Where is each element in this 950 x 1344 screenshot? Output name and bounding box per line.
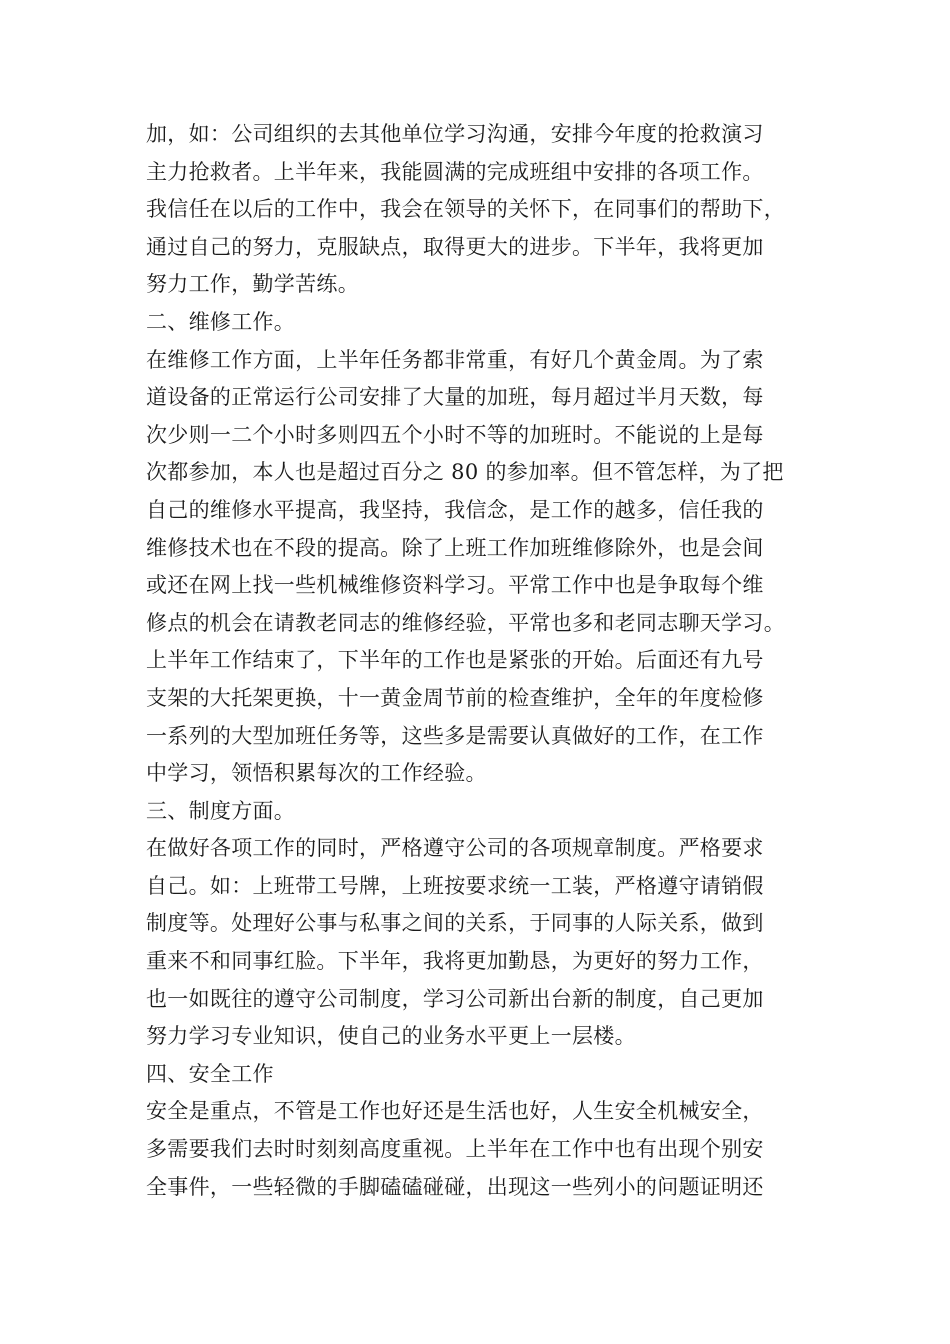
text-line: 自己。如：上班带工号牌，上班按要求统一工装，严格遵守请销假 <box>146 873 764 898</box>
text-line: 我信任在以后的工作中，我会在领导的关怀下，在同事们的帮助下， <box>146 197 785 222</box>
text-line: 主力抢救者。上半年来，我能圆满的完成班组中安排的各项工作。 <box>146 159 764 184</box>
text-line: 努力学习专业知识，使自己的业务水平更上一层楼。 <box>146 1024 636 1049</box>
text-line: 维修技术也在不段的提高。除了上班工作加班维修除外，也是会间 <box>146 535 764 560</box>
section-heading: 三、制度方面。 <box>146 798 296 823</box>
text-line: 自己的维修水平提高，我坚持，我信念，是工作的越多，信任我的 <box>146 497 764 522</box>
text-line: 中学习，领悟积累每次的工作经验。 <box>146 761 487 786</box>
text-line: 在维修工作方面，上半年任务都非常重，有好几个黄金周。为了索 <box>146 347 764 372</box>
text-line: 一系列的大型加班任务等，这些多是需要认真做好的工作，在工作 <box>146 723 764 748</box>
text-line: 通过自己的努力，克服缺点，取得更大的进步。下半年，我将更加 <box>146 234 764 259</box>
section-heading: 四、安全工作 <box>146 1061 274 1086</box>
text-line: 支架的大托架更换，十一黄金周节前的检查维护，全年的年度检修 <box>146 685 764 710</box>
text-line: 安全是重点，不管是工作也好还是生活也好，人生安全机械安全， <box>146 1099 764 1124</box>
text-line: 上半年工作结束了，下半年的工作也是紧张的开始。后面还有九号 <box>146 648 764 673</box>
document-body <box>146 116 836 1206</box>
text-line: 多需要我们去时时刻刻高度重视。上半年在工作中也有出现个别安 <box>146 1137 764 1162</box>
text-line: 也一如既往的遵守公司制度，学习公司新出台新的制度，自己更加 <box>146 986 764 1011</box>
text-line: 努力工作，勤学苦练。 <box>146 272 359 297</box>
text-line: 全事件，一些轻微的手脚磕磕碰碰，出现这一些列小的问题证明还 <box>146 1174 764 1199</box>
text-line: 次少则一二个小时多则四五个小时不等的加班时。不能说的上是每 <box>146 422 764 447</box>
text-line: 修点的机会在请教老同志的维修经验，平常也多和老同志聊天学习。 <box>146 610 785 635</box>
text-line: 制度等。处理好公事与私事之间的关系，于同事的人际关系，做到 <box>146 911 764 936</box>
text-line: 重来不和同事红脸。下半年，我将更加勤恳，为更好的努力工作， <box>146 949 764 974</box>
text-line: 或还在网上找一些机械维修资料学习。平常工作中也是争取每个维 <box>146 573 764 598</box>
text-line: 在做好各项工作的同时，严格遵守公司的各项规章制度。严格要求 <box>146 836 764 861</box>
text-line: 加，如：公司组织的去其他单位学习沟通，安排今年度的抢救演习 <box>146 122 764 146</box>
text-line: 次都参加，本人也是超过百分之 80 的参加率。但不管怎样，为了把 <box>146 460 784 485</box>
section-heading: 二、维修工作。 <box>146 309 296 334</box>
text-line: 道设备的正常运行公司安排了大量的加班，每月超过半月天数，每 <box>146 385 764 410</box>
